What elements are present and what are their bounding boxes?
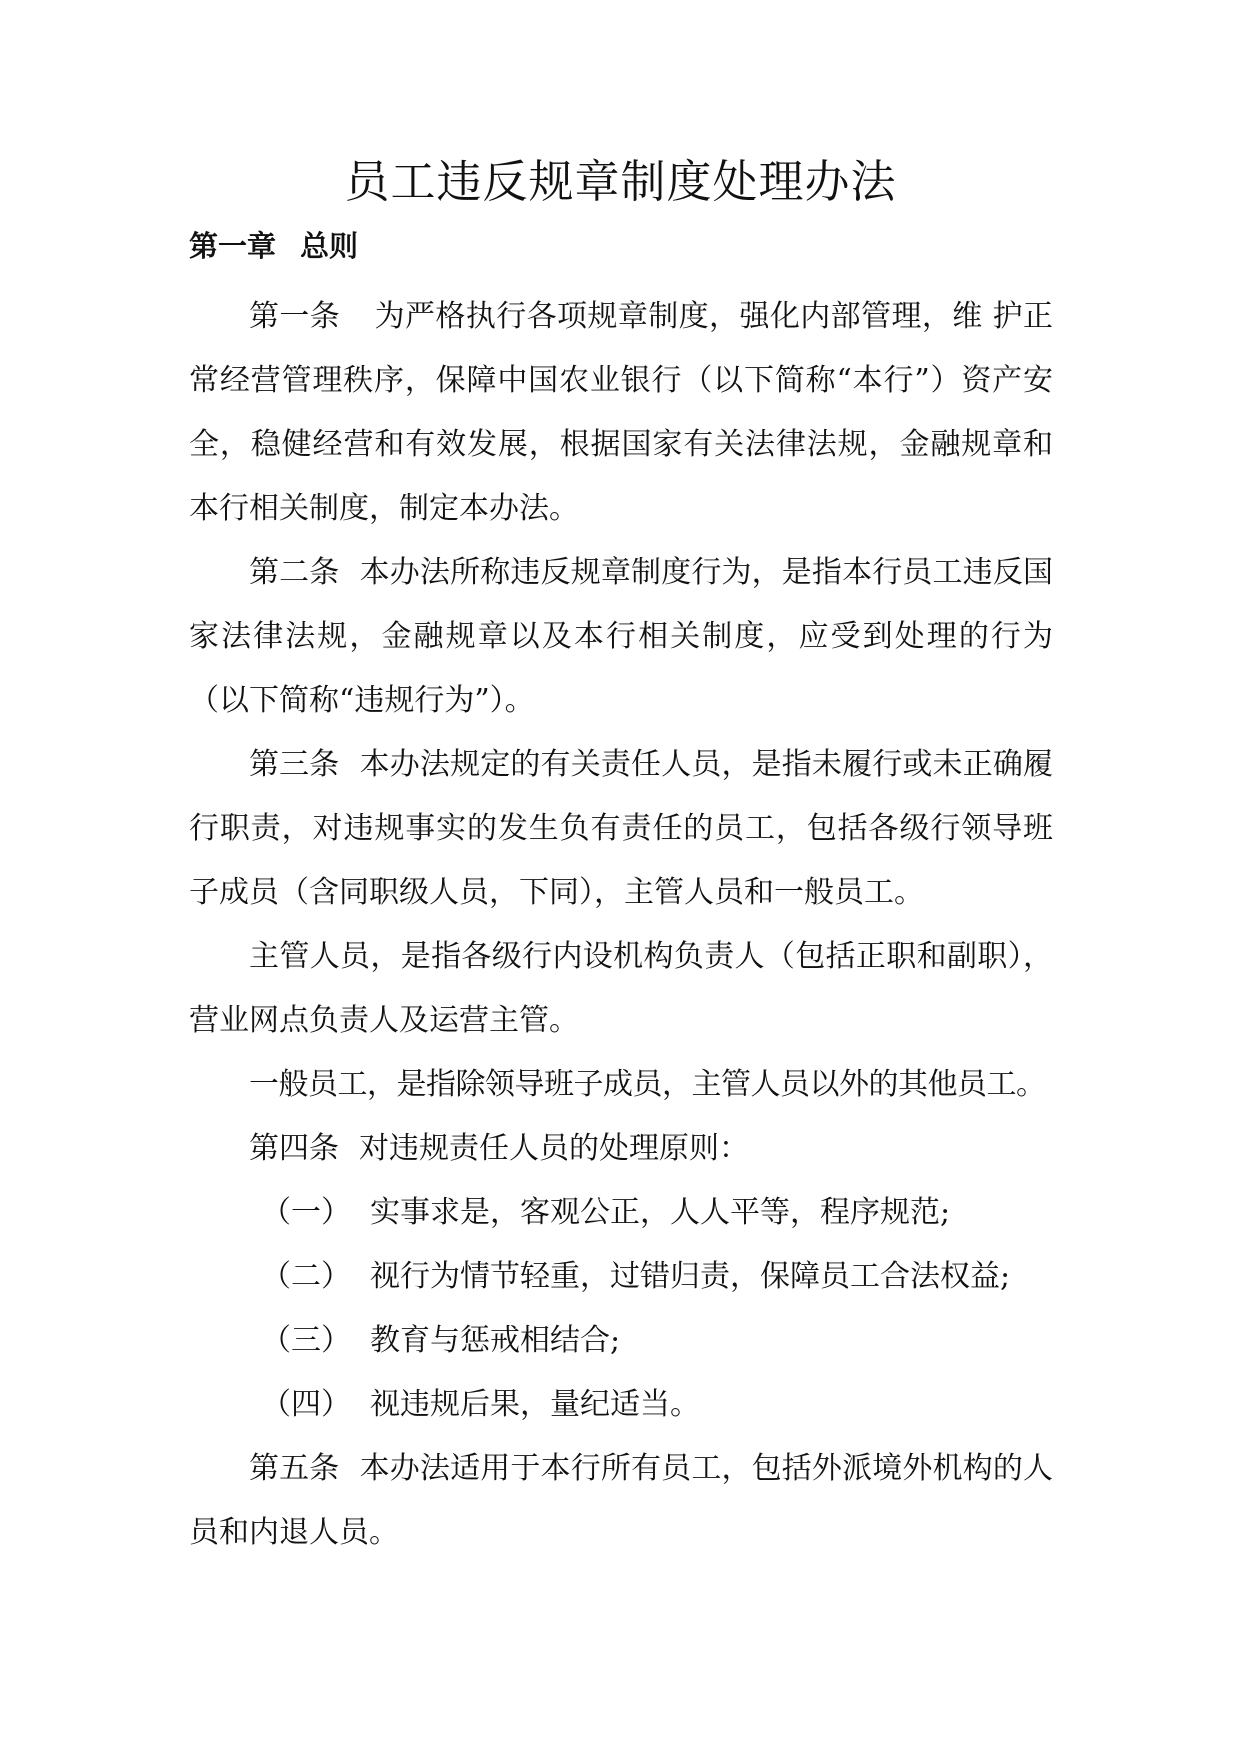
article-4-text: 对违规责任人员的处理原则： (359, 1131, 749, 1166)
principle-text: 视行为情节轻重，过错归责，保障员工合法权益; (370, 1259, 1011, 1294)
article-5-number: 第五条 (249, 1451, 340, 1486)
article-2 (189, 541, 1053, 733)
principle-item-3 (189, 1309, 1053, 1373)
article-2-text: 本办法所称违反规章制度行为，是指本行员工违反国家法律法规，金融规章以及本行相关制度，应受到处理的行为（以下简称“违规行为”）。 (189, 555, 1054, 718)
principle-item-4 (189, 1373, 1053, 1437)
principle-text: 实事求是，客观公正，人人平等，程序规范; (370, 1195, 951, 1230)
article-3 (189, 733, 1053, 925)
principle-marker: （二） (261, 1259, 351, 1294)
principle-marker: （三） (261, 1323, 351, 1358)
principle-marker: （一） (261, 1195, 351, 1230)
principle-text: 教育与惩戒相结合; (370, 1323, 621, 1358)
chapter-name: 总则 (300, 229, 359, 263)
article-4 (189, 1117, 1053, 1181)
chapter-label: 第一章 (189, 229, 277, 263)
article-3-text: 本办法规定的有关责任人员，是指未履行或未正确履行职责，对违规事实的发生负有责任的员工，包括各级行领导班子成员（含同职级人员，下同），主管人员和一般员工。 (189, 747, 1054, 910)
principle-item-2 (189, 1245, 1053, 1309)
principle-item-1 (189, 1181, 1053, 1245)
article-1-number: 第一条 (249, 299, 341, 334)
supervisor-definition: 主管人员，是指各级行内设机构负责人（包括正职和副职），营业网点负责人及运营主管。 (189, 939, 1053, 1038)
general-staff-definition: 一般员工，是指除领导班子成员，主管人员以外的其他员工。 (249, 1067, 1046, 1102)
article-5 (189, 1437, 1053, 1565)
article-1 (189, 285, 1053, 541)
article-4-number: 第四条 (249, 1131, 339, 1166)
chapter-heading (189, 222, 358, 270)
article-5-text: 本办法适用于本行所有员工，包括外派境外机构的人员和内退人员。 (189, 1451, 1054, 1550)
article-1-text: 为严格执行各项规章制度，强化内部管理，维 护正常经营管理秩序，保障中国农业银行（以下简称“本行”）资产安全，稳健经营和有效发展，根据国家有关法律法规，金融规章和本行相关制度，制定本办法。 (189, 299, 1054, 526)
article-2-number: 第二条 (249, 555, 340, 590)
principle-marker: （四） (261, 1387, 351, 1422)
document-title: 员工违反规章制度处理办法 (344, 155, 897, 208)
principle-text: 视违规后果，量纪适当。 (370, 1387, 700, 1422)
document-body (189, 285, 1053, 1565)
article-3-number: 第三条 (249, 747, 340, 782)
